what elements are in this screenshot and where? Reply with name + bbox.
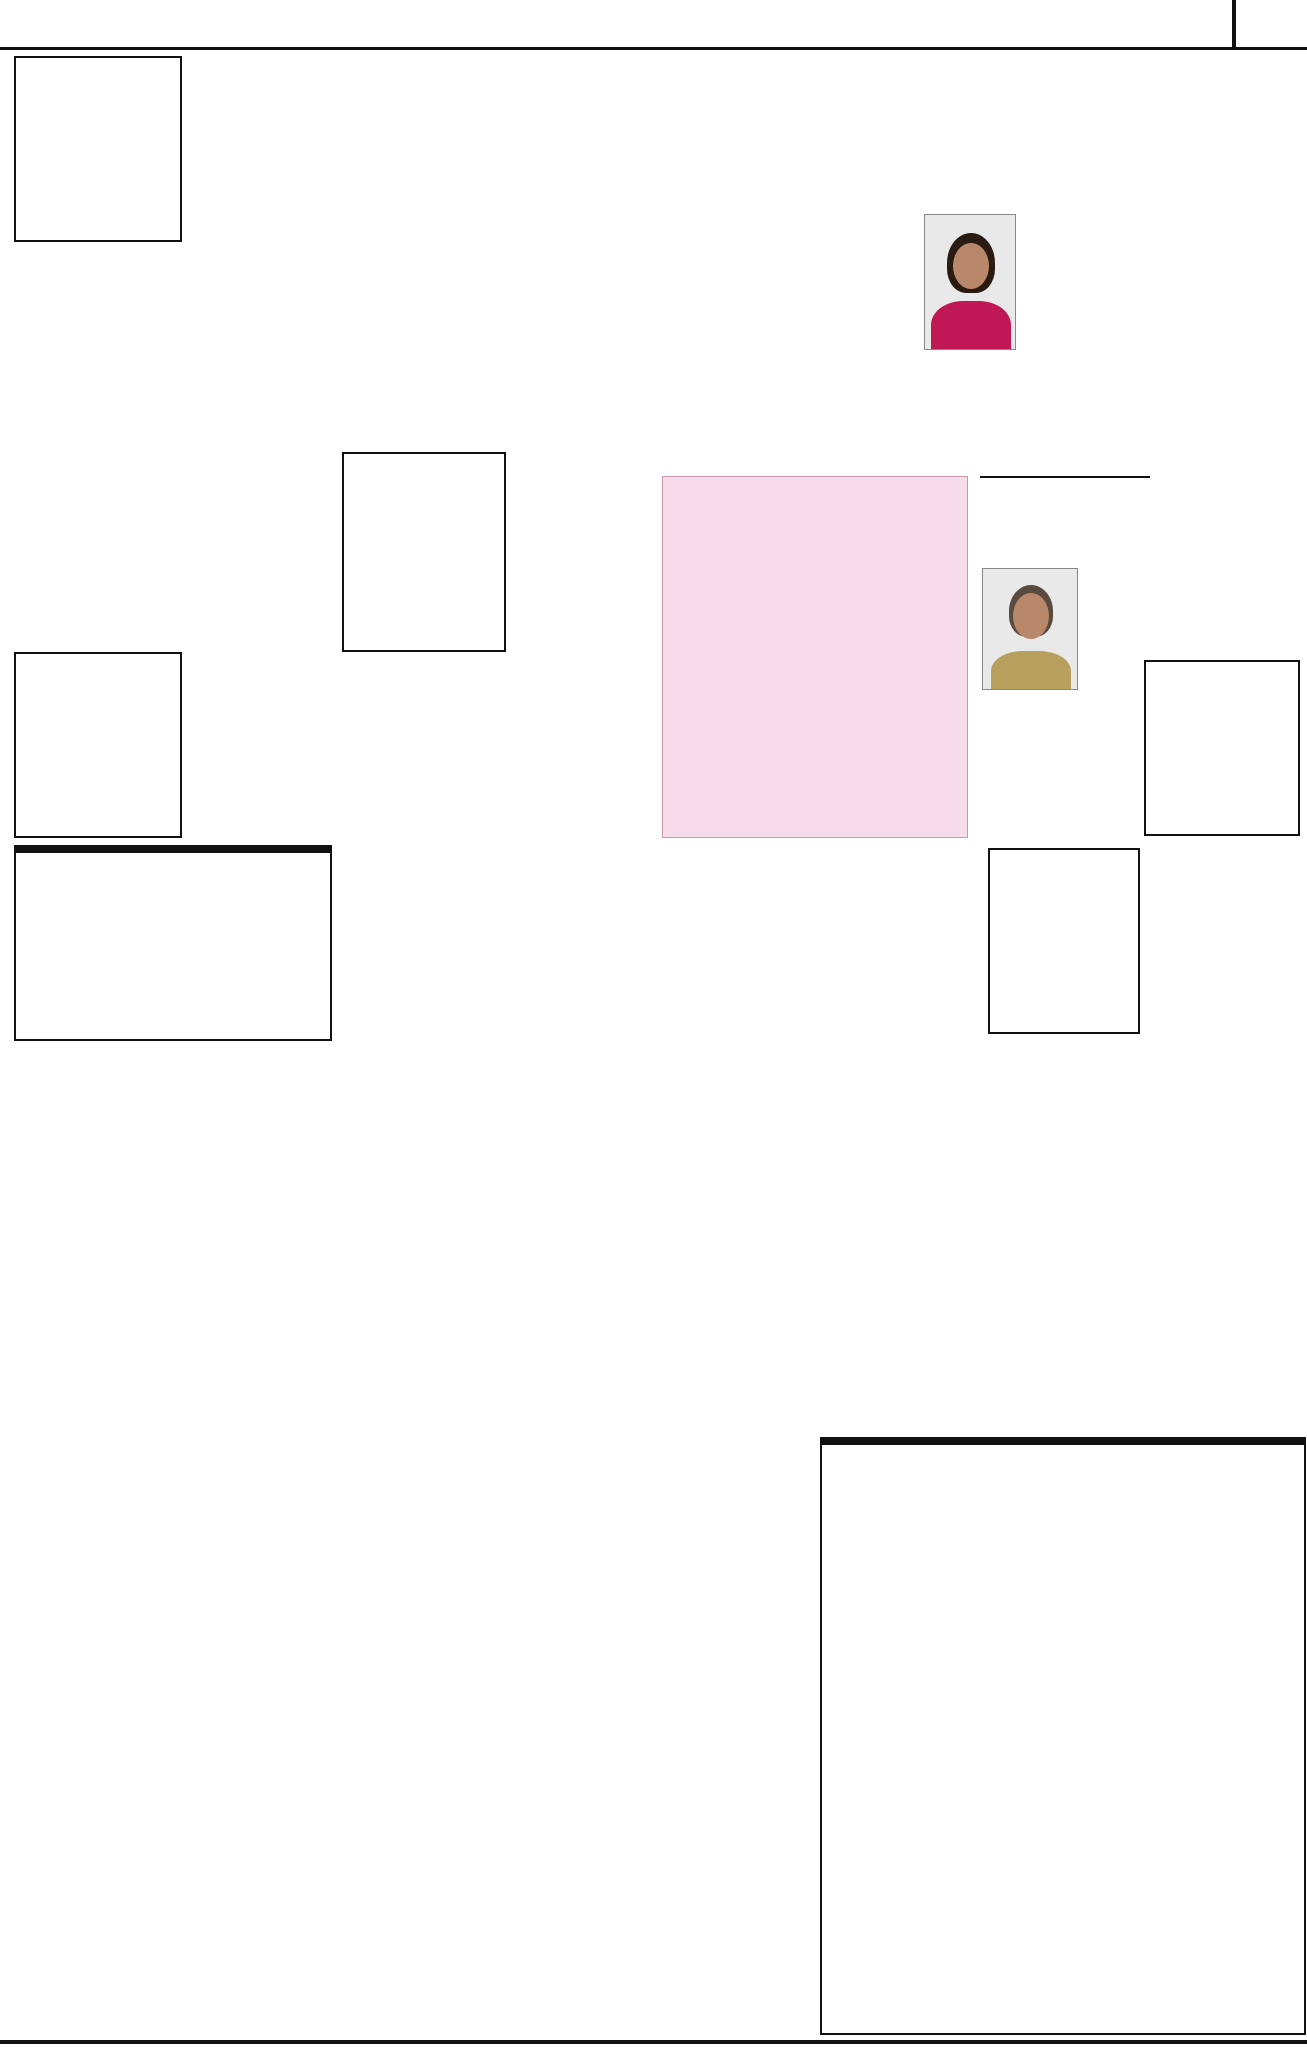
obituary-photo: [982, 568, 1078, 690]
obituary-side: [1084, 564, 1150, 734]
consultancy-ad[interactable]: [1144, 660, 1300, 836]
obituary: [980, 472, 1150, 844]
recruitment-intro: [822, 1445, 1304, 1453]
obituary-text: [980, 740, 1150, 844]
crime-headline: [663, 477, 967, 491]
consultancy-ad[interactable]: [342, 452, 506, 652]
consultancy-ad[interactable]: [14, 652, 182, 838]
story-photo: [924, 214, 1016, 350]
crime-text: [663, 491, 967, 495]
consultancy-ad[interactable]: [988, 848, 1140, 1034]
consultancy-ad[interactable]: [14, 56, 182, 242]
story-column-3: [1024, 148, 1148, 466]
reader-notice: [14, 845, 332, 1041]
crime-story: [662, 476, 968, 838]
masthead: [0, 0, 1307, 50]
story-column-1: [662, 148, 812, 466]
reader-notice-text: [16, 853, 330, 861]
obituary-title: [980, 472, 1150, 478]
story-column-4: [1156, 148, 1302, 648]
recruitment-notice: [820, 1437, 1306, 2035]
page-number: [1232, 0, 1307, 50]
